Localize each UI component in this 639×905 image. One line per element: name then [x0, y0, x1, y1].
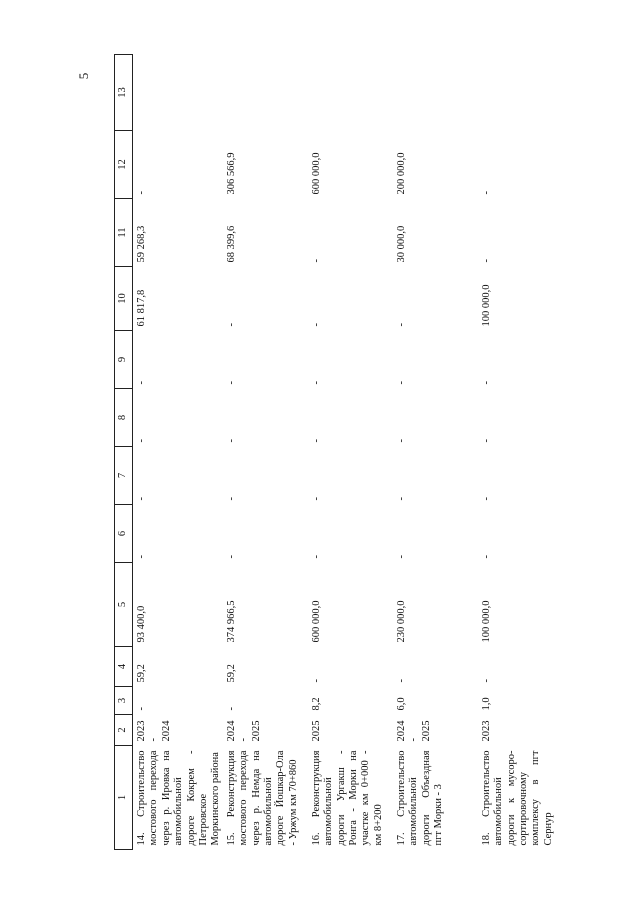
cell-c4: -	[225, 707, 237, 711]
col-7-number: 7	[115, 447, 133, 505]
table-row	[478, 55, 563, 850]
cell-c5: -	[310, 679, 322, 683]
col-4-number: 4	[115, 647, 133, 687]
object-name: 18. Строительство автомобильной дороги к мусоро-сортировочному комплексу в пгт Сернур	[480, 750, 554, 846]
cell-c9: -	[310, 439, 322, 443]
col-9-number: 9	[115, 331, 133, 389]
rotated-table-wrapper	[114, 55, 554, 850]
cell-c13: -	[480, 191, 492, 195]
cell-c6: 600 000,0	[310, 600, 322, 643]
cell-c13: -	[136, 191, 147, 195]
col-8-number: 8	[115, 389, 133, 447]
cell-c6: 100 000,0	[480, 600, 492, 643]
cell-c6: 374 966,5	[225, 600, 237, 643]
cell-c8: -	[310, 497, 322, 501]
cell-c12: -	[310, 259, 322, 263]
cell-c10: -	[480, 381, 492, 385]
cell-c9: -	[395, 439, 407, 443]
cell-c4: 6,0	[395, 697, 407, 711]
cell-c13: 200 000,0	[395, 152, 407, 195]
cell-c7: -	[395, 555, 407, 559]
cell-c6: 230 000,0	[395, 600, 407, 643]
col-13-number: 13	[115, 55, 133, 131]
cell-c5: -	[395, 679, 407, 683]
col-6-number: 6	[115, 505, 133, 563]
table-row	[393, 55, 478, 850]
cell-c12: -	[480, 259, 492, 263]
col-2-number: 2	[115, 715, 133, 746]
table-row	[223, 55, 308, 850]
cell-c9: -	[225, 439, 237, 443]
cell-c11: -	[310, 323, 322, 327]
col-12-number: 12	[115, 131, 133, 199]
object-name: 17. Строительство автомобильной дороги Объездная пгт Морки - 3	[395, 750, 445, 846]
cell-c6: 93 400,0	[136, 605, 147, 643]
col-3-number: 3	[115, 687, 133, 715]
col-5-number: 5	[115, 563, 133, 647]
cell-c12: 59 268,3	[136, 225, 147, 263]
cell-c10: -	[395, 381, 407, 385]
cell-c13: 600 000,0	[310, 152, 322, 195]
header-row	[115, 55, 133, 850]
cell-c5: -	[480, 679, 492, 683]
cell-c11: -	[395, 323, 407, 327]
cell-c9: -	[480, 439, 492, 443]
table-row	[133, 55, 223, 850]
page-number: 5	[76, 72, 91, 80]
period: 2024 - 2025	[395, 720, 432, 742]
cell-c7: -	[480, 555, 492, 559]
col-1-number: 1	[115, 746, 133, 850]
cell-c11: 61 817,8	[136, 289, 147, 327]
road-construction-table	[114, 54, 563, 850]
cell-c8: -	[480, 497, 492, 501]
cell-c11: 100 000,0	[480, 284, 492, 327]
cell-c8: -	[136, 497, 147, 501]
col-11-number: 11	[115, 199, 133, 267]
period: 2025	[310, 720, 322, 742]
cell-c7: -	[136, 555, 147, 559]
cell-c8: -	[225, 497, 237, 501]
period: 2023	[480, 720, 492, 742]
period: 2023 - 2024	[136, 720, 172, 742]
cell-c10: -	[310, 381, 322, 385]
period: 2024 - 2025	[225, 720, 262, 742]
cell-c11: -	[225, 323, 237, 327]
cell-c10: -	[225, 381, 237, 385]
cell-c10: -	[136, 381, 147, 385]
cell-c8: -	[395, 497, 407, 501]
table-row	[308, 55, 393, 850]
col-10-number: 10	[115, 267, 133, 331]
cell-c13: 306 566,9	[225, 152, 237, 195]
cell-c4: 8,2	[310, 697, 322, 711]
cell-c5: 59,2	[136, 664, 147, 683]
cell-c4: -	[136, 707, 147, 711]
cell-c9: -	[136, 439, 147, 443]
object-name: 14. Строительство мостового перехода через р. Ировка на автомобильной дороге Кокрем - Петровское Моркинского района	[136, 750, 222, 846]
cell-c7: -	[310, 555, 322, 559]
cell-c12: 68 399,6	[225, 225, 237, 263]
object-name: 16. Реконструкция автомобильной дороги Ургакш - Ронга - Морки на участке км 0+000 - км 8+200	[310, 750, 384, 846]
cell-c5: 59,2	[225, 664, 237, 683]
cell-c7: -	[225, 555, 237, 559]
object-name: 15. Реконструкция мостового перехода через р. Немда на автомобильной дороге Йошкар-Ола - Уржум км 70+860	[225, 750, 299, 846]
cell-c4: 1,0	[480, 697, 492, 711]
cell-c12: 30 000,0	[395, 225, 407, 263]
